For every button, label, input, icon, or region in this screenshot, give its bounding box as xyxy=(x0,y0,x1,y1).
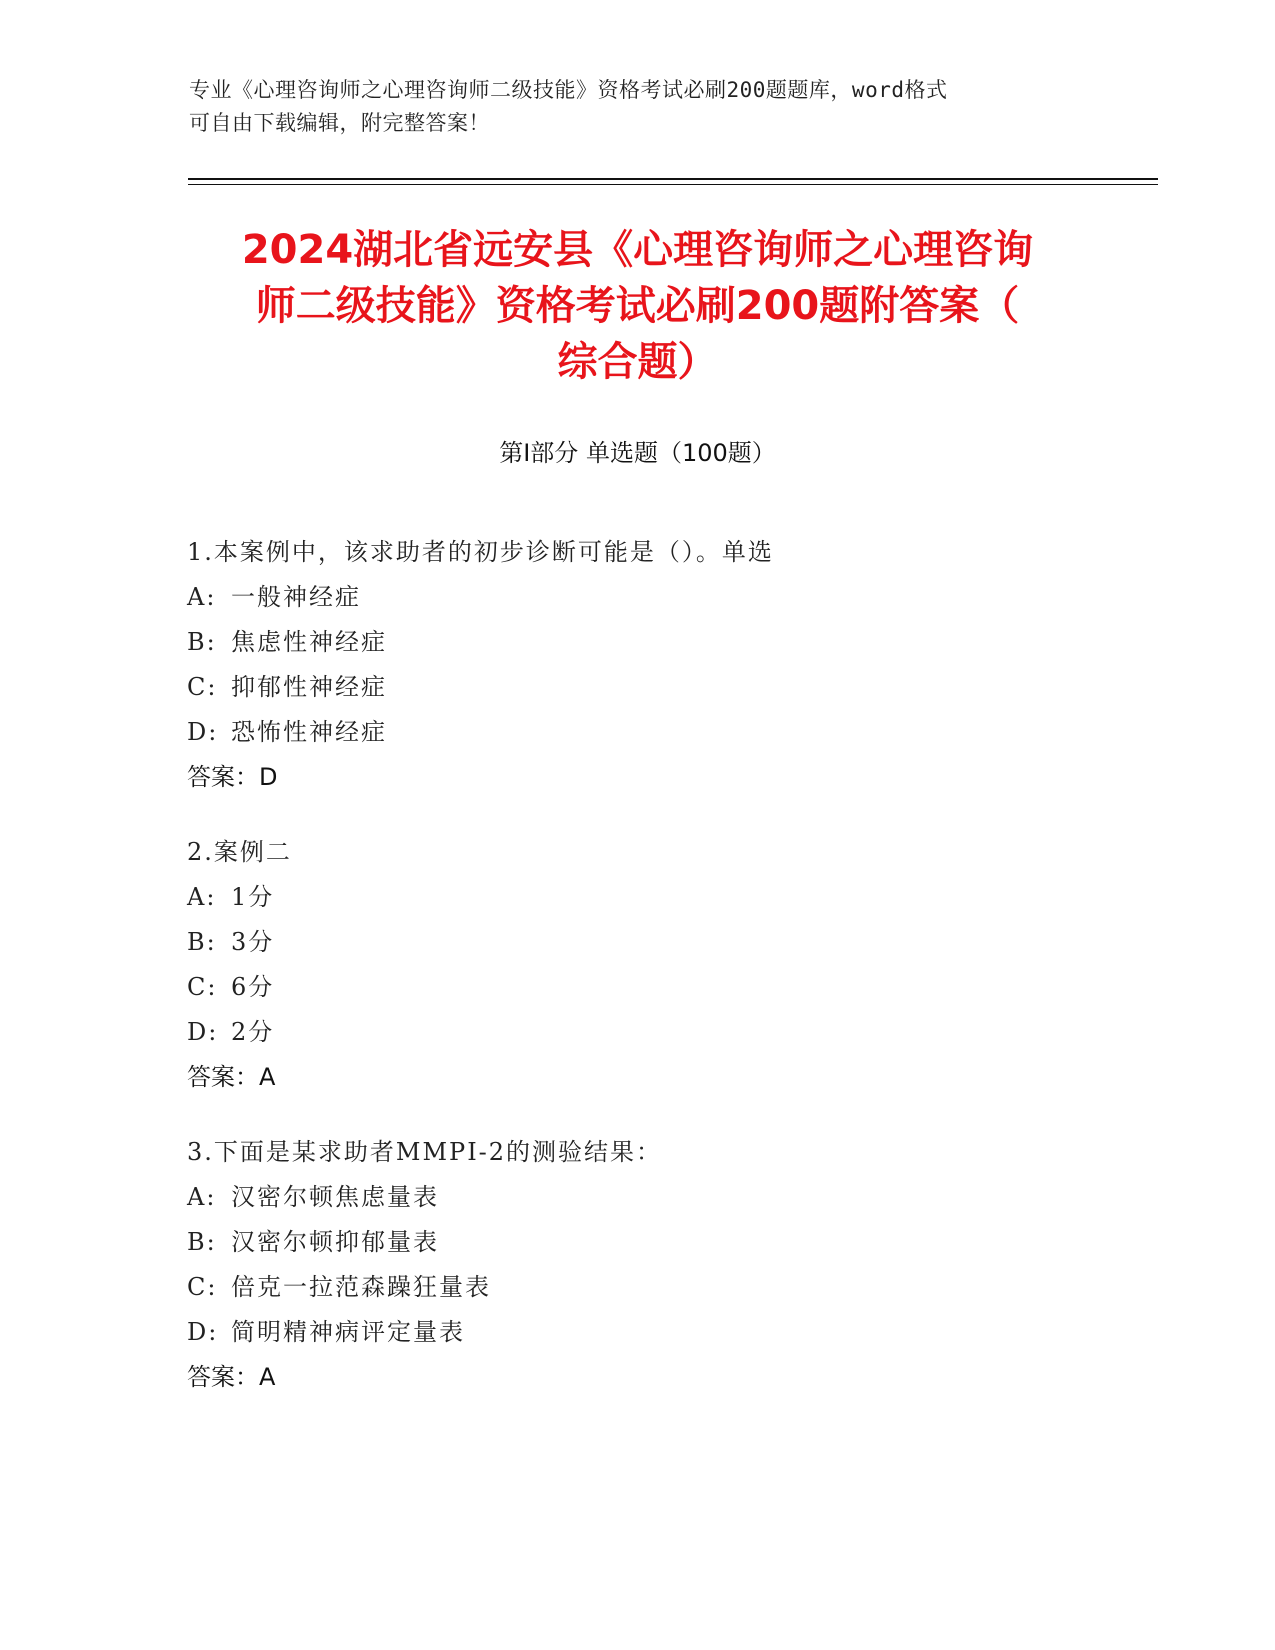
option-text: 汉密尔顿抑郁量表 xyxy=(231,1228,439,1256)
option-c xyxy=(187,1265,1137,1310)
option-a xyxy=(187,1175,1137,1220)
option-letter: C: xyxy=(187,973,218,1001)
option-letter: D: xyxy=(187,718,219,746)
document-title-line-1: 2024湖北省远安县《心理咨询师之心理咨询 xyxy=(241,227,1034,273)
option-letter: D: xyxy=(187,1318,219,1346)
option-letter: C: xyxy=(187,1273,218,1301)
option-letter: B: xyxy=(187,628,217,656)
question-list xyxy=(187,530,1137,1430)
section-heading: 第I部分 单选题（100题） xyxy=(499,439,776,467)
option-text: 一般神经症 xyxy=(231,583,361,611)
answer: 答案：D xyxy=(187,763,278,791)
option-a xyxy=(187,575,1137,620)
document-title-line-2: 师二级技能》资格考试必刷200题附答案（ xyxy=(255,283,1020,329)
option-text: 简明精神病评定量表 xyxy=(231,1318,465,1346)
header-note-line-2: 可自由下载编辑，附完整答案！ xyxy=(189,111,490,135)
option-letter: A: xyxy=(187,883,217,911)
option-letter: B: xyxy=(187,1228,217,1256)
option-letter: C: xyxy=(187,673,218,701)
option-b xyxy=(187,1220,1137,1265)
option-d xyxy=(187,710,1137,755)
header-note xyxy=(189,74,1089,140)
option-text: 恐怖性神经症 xyxy=(231,718,387,746)
header-divider-thin xyxy=(188,184,1158,185)
option-text: 焦虑性神经症 xyxy=(231,628,387,656)
option-text: 抑郁性神经症 xyxy=(231,673,387,701)
option-c xyxy=(187,665,1137,710)
option-text: 汉密尔顿焦虑量表 xyxy=(231,1183,439,1211)
option-text: 3分 xyxy=(231,928,275,956)
question-stem: 2.案例二 xyxy=(187,838,292,866)
option-d xyxy=(187,1310,1137,1355)
question-stem: 3.下面是某求助者MMPI-2的测验结果： xyxy=(187,1138,663,1166)
question-1 xyxy=(187,530,1137,800)
option-b xyxy=(187,920,1137,965)
option-d xyxy=(187,1010,1137,1055)
header-note-line-1: 专业《心理咨询师之心理咨询师二级技能》资格考试必刷200题题库，word格式 xyxy=(189,78,948,102)
option-letter: B: xyxy=(187,928,217,956)
header-divider-thick xyxy=(188,178,1158,180)
option-letter: A: xyxy=(187,1183,217,1211)
option-text: 倍克一拉范森躁狂量表 xyxy=(231,1273,491,1301)
option-text: 1分 xyxy=(231,883,275,911)
question-2 xyxy=(187,830,1137,1100)
option-text: 2分 xyxy=(231,1018,275,1046)
option-b xyxy=(187,620,1137,665)
question-stem: 1.本案例中，该求助者的初步诊断可能是（）。单选 xyxy=(187,538,774,566)
option-letter: D: xyxy=(187,1018,219,1046)
answer: 答案：A xyxy=(187,1363,276,1391)
option-c xyxy=(187,965,1137,1010)
option-a xyxy=(187,875,1137,920)
option-letter: A: xyxy=(187,583,217,611)
document-title-line-3: 综合题） xyxy=(557,339,718,385)
option-text: 6分 xyxy=(231,973,275,1001)
document-title xyxy=(150,222,1125,390)
answer: 答案：A xyxy=(187,1063,276,1091)
question-3 xyxy=(187,1130,1137,1400)
